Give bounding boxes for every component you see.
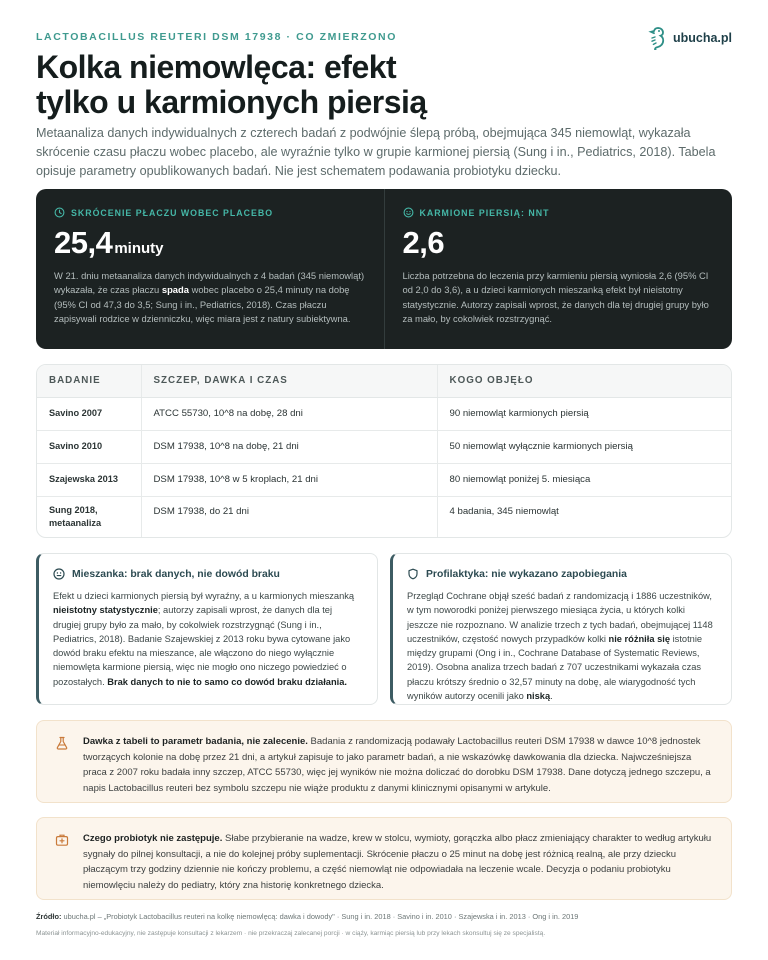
study-population: 90 niemowląt karmionych piersią [437,397,731,430]
face-icon [53,568,65,580]
study-name: Sung 2018, metaanaliza [49,504,102,528]
box-title-text: Mieszanka: brak danych, nie dowód braku [72,568,280,580]
box-text: . [550,691,553,702]
note-text [83,734,713,802]
stat-crying-reduction [36,189,384,349]
study-strain: DSM 17938, 10^8 na dobę, 21 dni [141,430,437,463]
prevention-box [390,553,732,705]
box-title [53,568,361,580]
brand-logo[interactable] [647,26,732,50]
note-text [83,831,713,899]
box-text: ; autorzy zapisali wprost, że danych dla tej drugiej grupy było za mało, by cokolwiek rozstrzygnąć (Sung i in., Pediatrics, 2018). Badanie Szajewskiej z 2013 roku bywa cytowane jako dowód braku efektu na mieszance, ale włączono do niego wyłącznie niemowlęta karmione piersią, więc nie mogło ono niczego powiedzieć o pozostałych. [53,605,351,687]
stat-desc-emphasis: spada [161,284,189,296]
stat-unit: minuty [114,240,164,257]
stat-value [54,227,366,259]
note-body: Słabe przybieranie na wadze, krew w stolcu, wymioty, gorączka albo płacz zmieniający charakter to według artykułu sygnały do pilnej konsultacji, a nie do kolejnej próby suplementacji. Skrócenie płaczu o 25 minut na dobę jest różnicą realną, ale przy dziecku płaczącym trzy godziny dziennie nie kończy problemu, a część niemowląt nie odpowiadała na leczenie wcale. Decyzja o podaniu probiotyku niemowlęciu należy do pediatry, który zna historię konkretnego dziecka. [83,833,712,892]
eyebrow: LACTOBACILLUS REUTERI DSM 17938 · CO ZMIERZONO [36,31,398,43]
box-text: istotnie między grupami (Ong i in., Cochrane Database of Systematic Reviews, 2019). Osobna analiza trzech badań z 707 uczestnikami wykazała czas płaczu krótszy średnio o 32,57 minuty na dobę, ale wiarygodność tych wyników autorzy ocenili jako [407,633,703,702]
box-body [53,589,361,689]
note-heading: Czego probiotyk nie zastępuje. [83,833,223,844]
table-row [37,496,731,537]
stat-number: 25,4 [54,225,113,260]
source-line [36,912,578,921]
disclaimer: Materiał informacyjno-edukacyjny, nie zastępuje konsultacji z lekarzem · nie przekraczaj zalecanej porcji · w ciąży, karmiąc piersią lub przy lekach skonsultuj się ze specjalistą. [36,930,546,937]
column-header: BADANIE [37,365,141,397]
table-header-row [37,365,731,397]
column-header: KOGO OBJĘŁO [437,365,731,397]
brand-name: ubucha.pl [672,31,732,45]
shield-icon [407,568,419,580]
column-header: SZCZEP, DAWKA I CZAS [141,365,437,397]
stat-label-text: KARMIONE PIERSIĄ: NNT [419,207,550,218]
note-body: Badania z randomizacją podawały Lactobacillus reuteri DSM 17938 w dawce 10^8 jednostek tworzących kolonie na dobę przez 21 dni, a artykuł zapisuje to jako parametr badań, a nie wskazówkę dawkowania dla dziecka. Najwcześniejsza praca z 2007 roku badała inny szczep, ATCC 55730, więc jej wyników nie można doliczać do dorobku DSM 17938. Dane dotyczą jednego szczepu, a napis Lactobacillus reuteri bez symbolu szczepu nie wiąże produktu z danymi klinicznymi opisanymi w artykule. [83,736,711,795]
study-strain: ATCC 55730, 10^8 na dobę, 28 dni [141,397,437,430]
table-row [37,397,731,430]
study-name: Savino 2007 [37,397,141,430]
warning-note [36,817,732,900]
box-emphasis: Brak danych to nie to samo co dowód braku działania. [107,676,347,687]
stat-label-text: SKRÓCENIE PŁACZU WOBEC PLACEBO [71,207,274,218]
box-emphasis: nieistotny statystycznie [53,605,158,616]
stat-label [54,207,366,218]
table-row [37,463,731,496]
stat-description: Liczba potrzebna do leczenia przy karmieniu piersią wyniosła 2,6 (95% CI od 2,0 do 3,6), a u dzieci karmionych mieszanką efekt był nieistotny statystycznie. Autorzy zapisali wprost, że danych dla tej drugiej grupy było za mało, by cokolwiek rozstrzygnąć. [402,270,709,324]
stat-nnt [384,189,733,349]
key-stats-card [36,189,732,349]
medical-kit-icon [55,833,69,847]
formula-feeding-box [36,553,378,705]
title-line-2: tylko u karmionych piersią [36,84,427,120]
box-body [407,589,715,703]
box-title [407,568,715,580]
stat-desc-part: wobec placebo o 25,4 minuty na dobę (95% CI od 47,3 do 3,5; Sung i in., Pediatrics, 2018). Czas płaczu zapisywali rodzice w dzienniczku, więc miara jest z natury subiektywna. [54,284,351,324]
table-row [37,430,731,463]
box-emphasis: niską [526,691,551,702]
page-title [36,50,596,120]
seahorse-logo-icon [647,26,667,50]
source-text: ubucha.pl – „Probiotyk Lactobacillus reuteri na kolkę niemowlęcą: dawka i dowody" · Sung i in. 2018 · Savino i in. 2010 · Szajewska i in. 2013 · Ong i in. 2019 [61,912,579,921]
study-population: 80 niemowląt poniżej 5. miesiąca [437,463,731,496]
stat-description [54,269,366,326]
flask-icon [55,736,69,750]
study-strain: DSM 17938, do 21 dni [141,496,437,537]
smile-icon [403,207,414,218]
stat-value [403,227,715,259]
box-title-text: Profilaktyka: nie wykazano zapobiegania [426,568,627,580]
study-name: Szajewska 2013 [37,463,141,496]
stat-desc-part: W 21. dniu metaanaliza danych indywidualnych z 4 badań (345 niemowląt) wykazała, że czas płaczu [54,270,365,296]
dose-note [36,720,732,803]
title-line-1: Kolka niemowlęca: efekt [36,49,397,85]
lede-paragraph: Metaanaliza danych indywidualnych z czterech badań z podwójnie ślepą próbą, obejmująca 345 niemowląt, wykazała skrócenie czasu płaczu wobec placebo, ale wyraźnie tylko w grupie karmionej piersią (Sung i in., Pediatrics, 2018). Tabela opisuje parametry opublikowanych badań. Nie jest schematem podawania probiotyku dziecku. [36,126,716,178]
note-heading: Dawka z tabeli to parametr badania, nie zalecenie. [83,736,308,747]
box-text: Przegląd Cochrane objął sześć badań z randomizacją i 1886 uczestników, w tym noworodki poniżej pierwszego miesiąca życia, u których kolki jeszcze nie rozpoznano. W analizie trzech z tych badań, obejmującej 1148 uczestników, częstość nowych przypadków kolki [407,591,713,644]
study-name: Savino 2010 [37,430,141,463]
studies-table [36,364,732,538]
stat-label [403,207,715,218]
box-text: Efekt u dzieci karmionych piersią był wyraźny, a u karmionych mieszanką [53,591,355,601]
stat-number: 2,6 [402,225,445,260]
clock-icon [54,207,65,218]
source-label: Źródło: [36,912,62,921]
study-population: 50 niemowląt wyłącznie karmionych piersią [437,430,731,463]
study-strain: DSM 17938, 10^8 w 5 kroplach, 21 dni [141,463,437,496]
study-population: 4 badania, 345 niemowląt [437,496,731,537]
box-emphasis: nie różniła się [608,633,671,644]
